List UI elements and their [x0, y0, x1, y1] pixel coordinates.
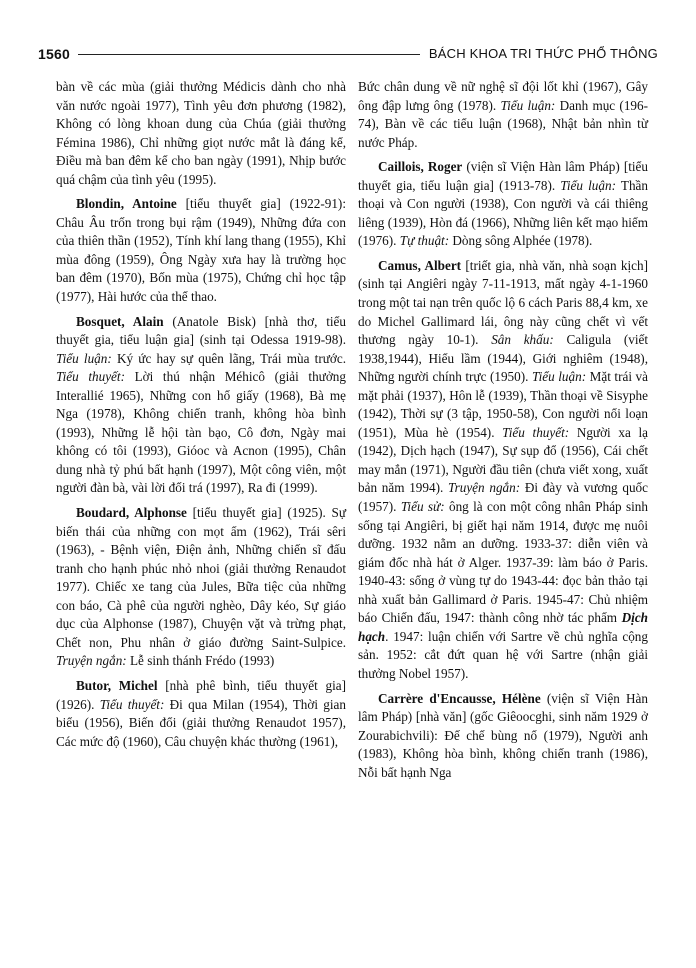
entry-text: Đi đày và vương quốc (1957). — [358, 480, 648, 515]
entry-text: ông là con một công nhân Pháp sinh sống tại Angiêri, bị giết hại năm 1914, được mẹ nuôi dưỡng. 1932 nằm an dưỡng. 1933-37: diễn viên và giám đốc nhà hát ở Alger. 1937-39: làm báo ở Paris. 1940-43: sống ở vùng tự do 1943-44: đọc bản thảo tại nhà xuất bản Gallimard ở Paris. 1945-47: Chủ nhiệm báo Chiến đấu, 1947: thành công nhờ tác phẩm — [358, 499, 648, 626]
entry-text: Đi qua Milan (1954), Thời gian biểu (1956), Biến đổi (giải thưởng Renaudot 1957), Các mức độ (1960), Câu chuyện khác thường (1961), — [56, 696, 346, 749]
encyclopedia-entry — [358, 78, 648, 152]
entry-name: Butor, Michel — [76, 677, 158, 693]
entry-category-label: Tự thuật: — [399, 233, 450, 249]
entry-category-label: Tiểu luận: — [56, 350, 112, 366]
entry-text: Dòng sông Alphée (1978). — [449, 233, 593, 249]
entry-category-label: Tiểu luận: — [531, 369, 587, 385]
right-column — [358, 78, 648, 788]
header-rule — [78, 54, 420, 55]
entry-text: [triết gia, nhà văn, nhà soạn kịch] (sinh tại Angiêri ngày 7-11-1913, mất ngày 4-1-1960 trong một tai nạn trên quốc lộ 6 cách Paris 88,4 km, xe do Michel Gallimard lái, ông này cũng chết vì vết thương ngày 10-1). — [358, 257, 648, 348]
entry-text: Caligula (viết 1938,1944), Hiểu lầm (1944), Giới nghiêm (1948), Những người chính trực (1950). — [358, 332, 649, 385]
entry-name: Blondin, Antoine — [76, 196, 177, 212]
encyclopedia-entry — [358, 158, 648, 251]
entry-text: (viện sĩ Viện Hàn lâm Pháp) [tiểu thuyết gia, tiểu luận gia] (1913-78). — [358, 159, 648, 193]
entry-text: Mặt trái và mặt phải (1937), Hôn lễ (1939), Thần thoại về Sisyphe (1942), Thời sự (3 tập, 1950-58), Con người nổi loạn (1951), Mùa hè (1954). — [358, 369, 648, 440]
entry-text: bàn về các mùa (giải thưởng Médicis dành cho nhà văn nước ngoài 1977), Tình yêu đơn phương (1982), Không có lòng khoan dung của Chúa (giải thưởng Fémina 1986), Chỉ những giọt nước mắt là đáng kể, Điều mà ban đêm kể cho ban ngày (1991), Nhịp bước quá chậm của tình yêu (1995). — [56, 79, 346, 187]
entry-text: Lời thú nhận Méhicô (giải thưởng Interallié 1965), Những con hổ giấy (1968), Bà mẹ Nga (1978), Không chiến tranh, không hòa bình (1993), Những lễ hội tàn bạo, Cô đơn, Ngày mai không có tôi (1993), Gióoc và Acnon (1995), Chân dung nhà tỷ phú bất hạnh (1997), Một công viên, một người đàn bà, vài lời đối trá (1997), Ra đi (1999). — [56, 369, 346, 496]
entry-text: Người xa lạ (1942), Dịch hạch (1947), Sự sụp đổ (1956), Cái chết may mắn (1971), Người đầu tiên (chưa viết xong, xuất bản năm 1994). — [358, 424, 648, 496]
encyclopedia-entry — [56, 504, 346, 671]
entry-name: Boudard, Alphonse — [76, 505, 187, 521]
entry-text: Lễ sinh thánh Frédo (1993) — [126, 653, 275, 669]
left-column — [56, 78, 346, 757]
encyclopedia-entry — [56, 313, 346, 498]
entry-name: Camus, Albert — [378, 257, 462, 273]
entry-category-label: Truyện ngắn: — [448, 480, 521, 496]
entry-text: (viện sĩ Viện Hàn lâm Pháp) [nhà văn] (gốc Giêoocghi, sinh năm 1929 ở Zourabichvili): Đế chế bùng nổ (1979), Người anh (1983), Không hòa bình, không chiến tranh (1986), Nỗi bất hạnh Nga — [358, 690, 648, 780]
encyclopedia-entry — [358, 690, 648, 783]
encyclopedia-entry — [56, 78, 346, 189]
entry-category-label: Tiểu luận: — [500, 97, 556, 113]
entry-text: [tiểu thuyết gia] (1922-91): Châu Âu trốn trong bụi rậm (1949), Những đứa con của thiên thần (1952), Tính khí lang thang (1955), Khỉ mùa đông (1959), Ông Ngày xưa hay là trường học ban đêm (1970), Bốn mùa (1975), Chứng chỉ học tập (1977), Hài hước của thể thao. — [56, 196, 346, 305]
encyclopedia-entry — [56, 195, 346, 306]
book-title: BÁCH KHOA TRI THỨC PHỔ THÔNG — [428, 46, 658, 61]
entry-text: . 1947: luận chiến với Sartre về chủ nghĩa cộng sản. 1952: cắt đứt quan hệ với Sartre (nhận giải thưởng Nobel 1957). — [358, 628, 648, 681]
entry-name: Bosquet, Alain — [76, 313, 164, 329]
entry-name: Caillois, Roger — [378, 159, 463, 175]
entry-text: Danh mục (196-74), Bàn về các tiểu luận (1968), Nhật bản nhìn từ nước Pháp. — [358, 97, 648, 150]
page-header — [38, 40, 658, 68]
entry-category-label: Truyện ngắn: — [56, 653, 127, 669]
entry-text: (Anatole Bisk) [nhà thơ, tiểu thuyết gia, tiểu luận gia] (sinh tại Odessa 1919-98). — [56, 313, 346, 348]
entry-text: Bức chân dung về nữ nghệ sĩ đội lốt khỉ (1967), Gây ông đập lưng ông (1978). — [358, 79, 648, 113]
entry-category-label: Tiểu luận: — [560, 177, 616, 193]
entry-category-label: Dịch hạch — [358, 610, 648, 644]
entry-text: [nhà phê bình, tiểu thuyết gia] (1926). — [56, 677, 346, 712]
entry-text: [tiểu thuyết gia] (1925). Sự biến thái của những con mọt ẩm (1962), Trái sêri (1963), - Bệnh viện, Điện ảnh, Những chiến sĩ đấu tranh cho hạnh phúc nhỏ nhoi (giải thưởng Renaudot 1977). Chiếc xe tang của Jules, Bữa tiệc của những con báo, Cà phê của người nghèo, Dây kéo, Sự giáo dục của Alphonse (1987), Chuyện vặt và trừng phạt, Chết non, Phu nhân ở giáo đường Saint-Sulpice. — [56, 505, 346, 650]
entry-text: Ký ức hay sự quên lãng, Trái mùa trước. — [111, 350, 346, 366]
entry-category-label: Tiểu thuyết: — [99, 696, 165, 712]
entry-category-label: Sân khấu: — [491, 332, 554, 348]
encyclopedia-entry — [56, 677, 346, 751]
entry-category-label: Tiểu sử: — [400, 499, 445, 515]
entry-category-label: Tiểu thuyết: — [56, 369, 125, 385]
entry-name: Carrère d'Encausse, Hélène — [378, 690, 541, 706]
encyclopedia-entry — [358, 257, 648, 684]
page-number: 1560 — [38, 46, 70, 62]
entry-category-label: Tiểu thuyết: — [502, 424, 570, 440]
entry-text: Thần thoại và Con người (1938), Con người và cái thiêng liêng (1939), Hòn đá (1966), Những liên kết mạo hiểm (1976). — [358, 177, 648, 249]
